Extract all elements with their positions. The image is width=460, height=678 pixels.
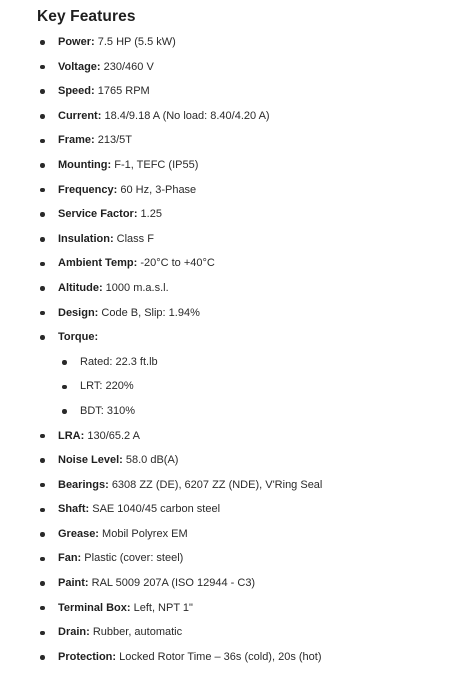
feature-value: Rubber, automatic <box>92 626 183 639</box>
list-item <box>0 546 460 571</box>
feature-value: Plastic (cover: steel) <box>84 552 184 565</box>
list-item <box>0 251 460 276</box>
feature-label: LRA: <box>58 429 85 442</box>
list-item <box>0 620 460 645</box>
feature-value: 60 Hz, 3-Phase <box>120 183 197 196</box>
bullet-icon <box>40 139 45 144</box>
feature-value: SAE 1040/45 carbon steel <box>92 503 221 516</box>
feature-value: F-1, TEFC (IP55) <box>114 158 199 171</box>
feature-label: Bearings: <box>58 478 109 491</box>
list-item <box>0 522 460 547</box>
feature-label: Frequency: <box>58 183 118 196</box>
feature-value: Code B, Slip: 1.94% <box>101 306 200 319</box>
bullet-icon <box>40 311 45 316</box>
feature-value: 130/65.2 A <box>87 429 140 442</box>
feature-value: Left, NPT 1" <box>133 601 193 614</box>
list-item <box>0 276 460 301</box>
bullet-icon <box>40 262 45 267</box>
feature-value: Rated: 22.3 ft.lb <box>80 355 158 368</box>
feature-value: 1.25 <box>140 208 162 221</box>
feature-label: Mounting: <box>58 158 112 171</box>
feature-label: Power: <box>58 36 95 48</box>
feature-label: Altitude: <box>58 281 103 294</box>
feature-label: Protection: <box>58 650 117 663</box>
bullet-icon <box>40 631 45 636</box>
list-item <box>0 227 460 252</box>
section-heading: Key Features <box>37 8 136 25</box>
list-item <box>0 301 460 326</box>
bullet-icon <box>62 360 67 365</box>
bullet-icon <box>40 458 45 463</box>
bullet-icon <box>40 89 45 94</box>
bullet-icon <box>40 286 45 291</box>
feature-label: Grease: <box>58 527 99 540</box>
feature-label: Service Factor: <box>58 208 138 221</box>
list-item <box>0 473 460 498</box>
feature-label: Paint: <box>58 577 89 590</box>
feature-value: 1765 RPM <box>97 85 150 98</box>
feature-label: Terminal Box: <box>58 601 131 614</box>
list-item <box>0 325 460 350</box>
bullet-icon <box>40 606 45 611</box>
list-item <box>0 202 460 227</box>
bullet-icon <box>40 655 45 660</box>
feature-value: Class F <box>116 232 154 245</box>
feature-label: Design: <box>58 306 99 319</box>
bullet-icon <box>40 557 45 562</box>
feature-value: 230/460 V <box>103 60 154 73</box>
feature-value: Locked Rotor Time – 36s (cold), 20s (hot) <box>119 650 322 663</box>
sub-list-item <box>0 399 460 424</box>
list-item <box>0 30 460 55</box>
bullet-icon <box>62 409 67 414</box>
sub-list-item <box>0 374 460 399</box>
feature-label: Noise Level: <box>58 454 123 467</box>
list-item <box>0 79 460 104</box>
feature-value: 6308 ZZ (DE), 6207 ZZ (NDE), V'Ring Seal <box>111 478 323 491</box>
bullet-icon <box>40 237 45 242</box>
features-list <box>0 30 460 669</box>
bullet-icon <box>40 163 45 168</box>
bullet-icon <box>40 188 45 193</box>
feature-label: Speed: <box>58 85 95 98</box>
list-item <box>0 596 460 621</box>
feature-value: 213/5T <box>97 134 132 147</box>
bullet-icon <box>62 385 67 390</box>
feature-label: Current: <box>58 109 102 122</box>
bullet-icon <box>40 581 45 586</box>
feature-value: 18.4/9.18 A (No load: 8.40/4.20 A) <box>104 109 270 122</box>
list-item <box>0 645 460 670</box>
list-item <box>0 128 460 153</box>
feature-value: RAL 5009 207A (ISO 12944 - C3) <box>91 577 256 590</box>
feature-label: Frame: <box>58 134 95 147</box>
bullet-icon <box>40 212 45 217</box>
feature-value: LRT: 220% <box>80 380 134 393</box>
bullet-icon <box>40 532 45 537</box>
bullet-icon <box>40 65 45 70</box>
feature-label: Ambient Temp: <box>58 257 138 270</box>
list-item <box>0 153 460 178</box>
list-item <box>0 55 460 80</box>
feature-value: Mobil Polyrex EM <box>102 527 188 540</box>
list-item <box>0 571 460 596</box>
feature-value: 7.5 HP (5.5 kW) <box>97 36 176 48</box>
bullet-icon <box>40 483 45 488</box>
list-item <box>0 178 460 203</box>
feature-label: Insulation: <box>58 232 114 245</box>
list-item <box>0 497 460 522</box>
feature-label: Drain: <box>58 626 90 639</box>
bullet-icon <box>40 335 45 340</box>
feature-value: 58.0 dB(A) <box>125 454 179 467</box>
feature-label: Fan: <box>58 552 82 565</box>
list-item <box>0 104 460 129</box>
feature-label: Torque: <box>58 331 99 344</box>
feature-value: 1000 m.a.s.l. <box>105 281 169 294</box>
bullet-icon <box>40 114 45 119</box>
feature-label: Shaft: <box>58 503 90 516</box>
bullet-icon <box>40 508 45 513</box>
feature-label: Voltage: <box>58 60 101 73</box>
bullet-icon <box>40 434 45 439</box>
feature-value: BDT: 310% <box>80 404 136 417</box>
bullet-icon <box>40 40 45 45</box>
feature-value: -20°C to +40°C <box>140 257 215 270</box>
sub-list-item <box>0 350 460 375</box>
list-item <box>0 448 460 473</box>
list-item <box>0 424 460 449</box>
